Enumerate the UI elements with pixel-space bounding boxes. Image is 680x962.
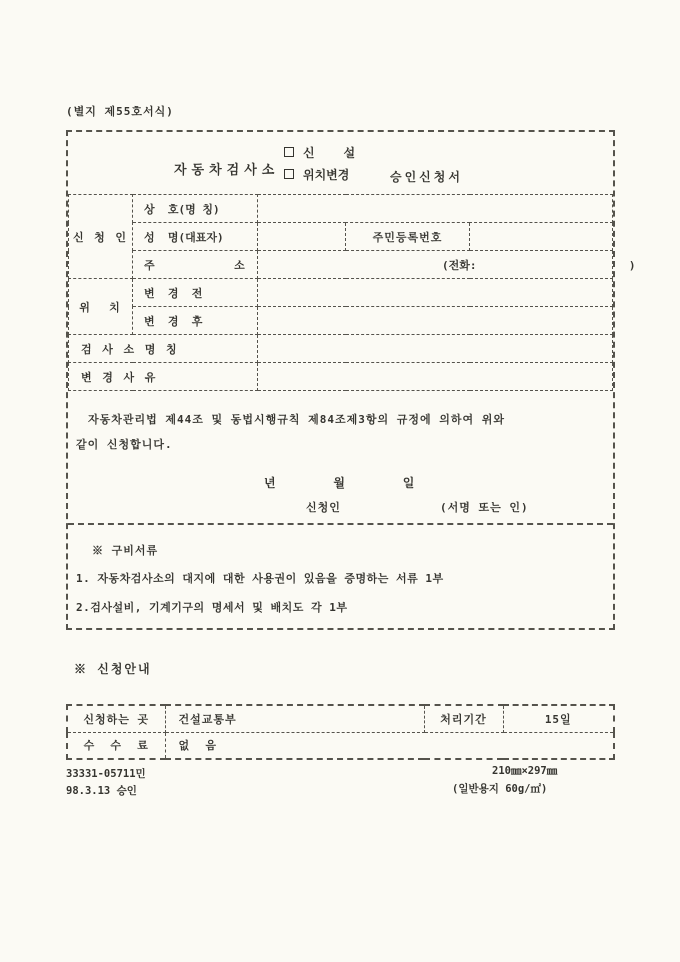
guide-table	[66, 704, 615, 760]
location-group-label	[69, 279, 133, 335]
applicant-label-text: 신 청 인	[72, 230, 129, 244]
representative-name-label	[133, 223, 258, 251]
company-name-label	[133, 195, 258, 223]
attachments-area	[68, 523, 613, 629]
fee-value-text: 없 음	[178, 739, 217, 753]
applicant-group-label	[69, 195, 133, 279]
attachment-item-2: 2.검사설비, 기계기구의 명세서 및 배치도 각 1부	[76, 601, 348, 614]
table-row	[69, 223, 613, 251]
resident-number-label	[346, 223, 470, 251]
attachment-item-1: 1. 자동차검사소의 대지에 대한 사용권이 있음을 증명하는 서류 1부	[76, 572, 444, 585]
station-name-label-text: 검 사 소 명 칭	[81, 342, 179, 356]
processing-period-value	[503, 705, 614, 732]
signature-applicant-label: 신청인	[306, 501, 341, 514]
fee-value	[165, 732, 614, 759]
table-row	[69, 335, 613, 363]
table-row	[69, 279, 613, 307]
signature-seal-label: (서명 또는 인)	[440, 501, 529, 514]
representative-label-text: 성 명(대표자)	[144, 230, 224, 244]
option-new-label: 신 설	[303, 145, 356, 160]
fee-label	[67, 732, 165, 759]
before-change-label-text: 변 경 전	[144, 286, 203, 300]
change-reason-label-text: 변 경 사 유	[81, 370, 158, 384]
statement-line1: 자동차관리법 제44조 및 동법시행규칙 제84조제3항의 규정에 의하여 위와	[88, 413, 505, 426]
after-change-label	[133, 307, 258, 335]
fee-label-text: 수 수 료	[83, 739, 149, 753]
title-suffix-label: 승인신청서	[390, 170, 463, 184]
phone-label-text: (전화: )	[442, 258, 636, 272]
paper-type-note: (일반용지 60g/㎡)	[452, 783, 548, 795]
application-form-box	[66, 130, 636, 630]
field-address-value	[258, 251, 636, 279]
title-checkbox-options	[284, 141, 355, 185]
field-resident-number-value	[470, 223, 613, 251]
before-change-label	[133, 279, 258, 307]
processing-period-value-text: 15일	[544, 712, 572, 726]
field-company-value	[258, 195, 613, 223]
date-line: 년 월 일	[264, 476, 415, 490]
resident-number-label-text: 주민등록번호	[372, 230, 443, 244]
document-code: 33331-05711민	[66, 768, 146, 780]
form-reference: (별지 제55호서식)	[66, 105, 174, 118]
table-row	[69, 195, 613, 223]
option-relocation	[284, 163, 355, 185]
station-title-label: 자동차검사소	[174, 163, 280, 178]
address-label	[133, 251, 258, 279]
statement-line2: 같이 신청합니다.	[76, 438, 173, 451]
processing-period-label	[424, 705, 503, 732]
option-relocation-label: 위치변경	[303, 167, 350, 182]
processing-period-label-text: 처리기간	[440, 712, 487, 726]
statement-area	[68, 391, 613, 523]
address-label-text: 주 소	[144, 258, 245, 272]
table-row	[69, 363, 613, 391]
applicant-table	[68, 194, 636, 391]
change-reason-label	[69, 363, 258, 391]
paper-size-note: 210㎜×297㎜	[492, 765, 558, 777]
station-name-label	[69, 335, 258, 363]
checkbox-new-icon	[284, 147, 294, 157]
field-station-name-value	[258, 335, 613, 363]
company-name-label-text: 상 호(명 칭)	[144, 202, 220, 216]
field-representative-value	[258, 223, 346, 251]
location-label-text: 위 치	[79, 300, 122, 314]
guide-heading: ※ 신청안내	[74, 662, 152, 676]
table-row	[69, 251, 613, 279]
after-change-label-text: 변 경 후	[144, 314, 203, 328]
apply-place-value	[165, 705, 424, 732]
table-row	[67, 732, 614, 759]
field-after-change-value	[258, 307, 613, 335]
field-before-change-value	[258, 279, 613, 307]
table-row	[69, 307, 613, 335]
apply-place-label	[67, 705, 165, 732]
approval-date: 98.3.13 승인	[66, 785, 137, 797]
apply-place-value-text: 건설교통부	[178, 712, 237, 726]
field-change-reason-value	[258, 363, 613, 391]
attachments-heading: ※ 구비서류	[92, 544, 159, 557]
table-row	[67, 705, 614, 732]
form-title-area	[68, 132, 613, 194]
option-new	[284, 141, 355, 163]
apply-place-label-text: 신청하는 곳	[83, 712, 150, 726]
checkbox-relocation-icon	[284, 169, 294, 179]
